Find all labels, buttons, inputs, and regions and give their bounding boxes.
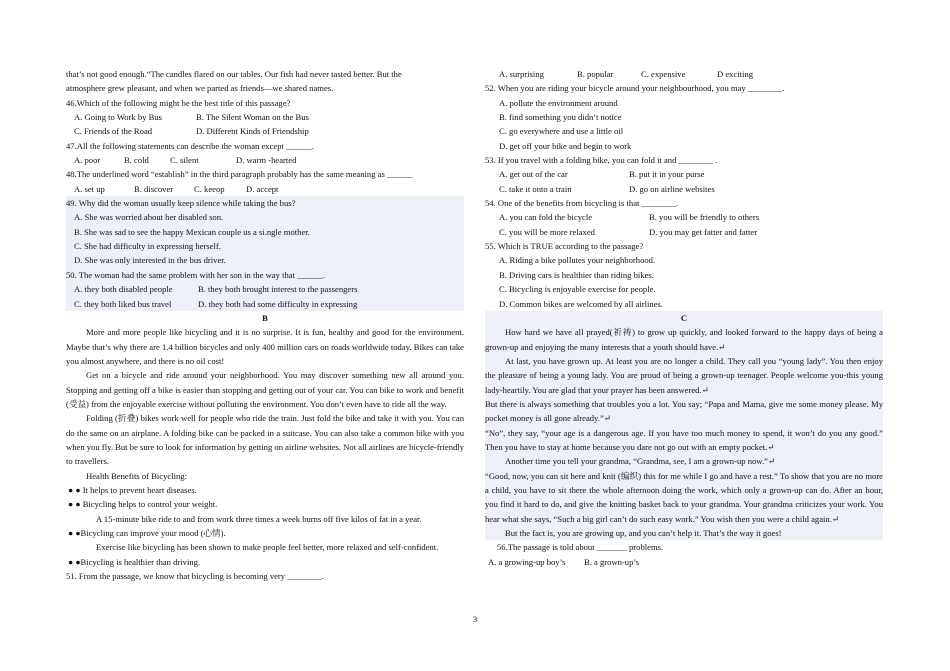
option-d: D. go on airline websites xyxy=(629,183,715,194)
passage-c-block xyxy=(485,311,883,541)
option-c: C. go everywhere and use a little oil xyxy=(499,126,624,137)
option-d: D. get off your bike and begin to work xyxy=(499,140,632,151)
option-a: A. get out of the car xyxy=(499,169,568,180)
option-b: B. find something you didn’t notice xyxy=(499,112,622,123)
options-row xyxy=(485,67,883,81)
option-b: B. Driving cars is healthier than riding bikes. xyxy=(499,269,654,280)
option-c: C. She had difficulty in expressing herself. xyxy=(74,241,221,252)
question-49-block xyxy=(66,196,464,268)
passage-c-paragraph: At last, you have grown up. At least you are no longer a child. They call you “young lady”. You then enjoy the pleasure of being a young lady. You are proud of being a grown-up teenager. People welcome you-this young lady-heartily. You are glad that your prayer has been answered.↵ xyxy=(485,355,883,395)
list-detail: Exercise like bicycling has been shown to make people feel better, more relaxed and self-confident. xyxy=(96,542,439,553)
options-row xyxy=(485,167,883,181)
option-a: A. Riding a bike pollutes your neighborhood. xyxy=(499,255,656,266)
passage-c-paragraph: “No”, they say, “your age is a dangerous age. If you have too much money to spend, it won’t do you any good.” Then you have to stay at home because you dare not go out with an empty pocket.↵ xyxy=(485,427,883,452)
option-c: C. Bicycling is enjoyable exercise for people. xyxy=(499,284,656,295)
question-52: 52. When you are riding your bicycle around your neighbourhood, you may ________. xyxy=(485,83,785,94)
option-b: B. they both brought interest to the passengers xyxy=(198,284,358,295)
list-item: ● ●Bicycling can improve your mood (心情). xyxy=(68,528,226,538)
passage-b-paragraph: More and more people like bicycling and it is no surprise. It is fun, healthy and good for the environment. Maybe that’s why there are 1.4 billion bicycles and only 400 million cars on roads worldwide today. Bikes can take you almost anywhere, and there is no oil cost! xyxy=(66,327,464,366)
option-c: C. silent xyxy=(170,155,199,166)
page-number: 3 xyxy=(472,614,478,624)
question-49: 49. Why did the woman usually keep silence while taking the bus? xyxy=(66,198,296,209)
passage-c-paragraph: Another time you tell your grandma, “Grandma, see, I am a grown-up now.”↵ xyxy=(505,456,776,467)
passage-c-paragraph: How hard we have all prayed(祈祷) to grow up quickly, and looked forward to the happy days of being a grown-up and enjoying the many interests that a youth should have.↵ xyxy=(485,327,883,352)
options-row xyxy=(66,110,464,124)
option-a: A. surprising xyxy=(499,69,544,79)
option-b: B. She was sad to see the happy Mexican couple us a si.ngle mother. xyxy=(74,226,310,237)
section-b-heading: B xyxy=(262,312,268,323)
question-51: 51. From the passage, we know that bicycling is becoming very ________. xyxy=(66,571,324,582)
option-b: B. discover xyxy=(134,183,174,194)
passage-line: that’s not good enough.“The candles flared on our tables. Our fish had never tasted better. But the xyxy=(66,69,402,79)
passage-line: atmosphere grew pleasant, and when we parted as friends—we shared names. xyxy=(66,83,334,94)
options-row xyxy=(66,282,464,296)
option-c: C. keeop xyxy=(194,183,225,194)
bullet-icon: ● ● xyxy=(68,499,81,510)
question-56: 56.The passage is told about _______ problems. xyxy=(497,542,664,553)
section-c-heading: C xyxy=(680,312,688,323)
list-item: ● ● It helps to prevent heart diseases. xyxy=(68,484,197,495)
options-row xyxy=(485,555,883,569)
question-46: 46.Which of the following might be the best title of this passage? xyxy=(66,97,291,108)
options-row xyxy=(66,153,464,167)
health-benefits-title: Health Benefits of Bicycling: xyxy=(86,470,187,481)
option-c: C. they both liked bus travel xyxy=(74,298,172,309)
bullet-icon: ● ● xyxy=(68,556,81,567)
options-row xyxy=(485,182,883,196)
question-50: 50. The woman had the same problem with her son in the way that ______. xyxy=(66,269,326,280)
options-row xyxy=(66,297,464,311)
options-row xyxy=(485,225,883,239)
list-item: ● ●Bicycling is healthier than driving. xyxy=(68,556,201,567)
question-50-block xyxy=(66,268,464,311)
option-c: C. expensive xyxy=(641,69,686,79)
option-a: A. poor xyxy=(74,155,101,166)
list-item: ● ● Bicycling helps to control your weight. xyxy=(68,499,218,510)
list-detail: A 15-minute bike ride to and from work three times a week burns off five kilos of fat in a year. xyxy=(96,513,422,524)
right-column xyxy=(485,67,883,569)
option-a: A. Going to Work by Bus xyxy=(74,112,162,123)
question-48: 48.The underlined word “establish” in the third paragraph probably has the same meaning as ______ xyxy=(66,169,413,180)
options-row xyxy=(66,124,464,138)
option-a: A. set up xyxy=(74,183,105,194)
option-a: A. pollute the environment around xyxy=(499,97,618,108)
option-b: B. cold xyxy=(124,155,149,166)
option-d: D. warm -hearted xyxy=(236,155,297,166)
passage-c-paragraph: “Good, now, you can sit here and knit (编织) this for me while I go and have a rest.” To show that you are no more a child, you have to sit there the whole afternoon doing the work, which only a grown-up can do. After an hour, you find it hard to do, and give the knitting basket back to your grandma. Your grandma criticizes your work. You hear what she says, “Such a big girl can’t do such easy work.” You wish then you were a child again.↵ xyxy=(485,470,883,524)
option-a: A. they both disabled people xyxy=(74,284,173,295)
option-b: B. The Silent Woman on the Bus xyxy=(196,112,309,123)
passage-c-paragraph: But the fact is, you are growing up, and you can’t help it. That’s the way it goes! xyxy=(505,528,782,538)
option-b: B. put it in your purse xyxy=(629,169,705,180)
option-a: A. you can fold the bicycle xyxy=(499,212,593,223)
option-a: A. a growing-up boy’s xyxy=(488,556,566,567)
bullet-icon: ● ● xyxy=(68,484,81,495)
question-54: 54. One of the benefits from bicycling is that ________. xyxy=(485,198,679,209)
option-a: A. She was worried about her disabled son. xyxy=(74,212,224,223)
option-c: C. take it onto a train xyxy=(499,183,572,194)
option-d: D. you may get fatter and fatter xyxy=(649,226,758,237)
option-d: D. Common bikes are welcomed by all airlines. xyxy=(499,298,663,309)
option-d: D exciting xyxy=(717,69,754,79)
option-d: D. accept xyxy=(246,183,279,194)
passage-c-paragraph: But there is always something that troubles you a lot. You say; “Papa and Mama, give me some money please. My pocket money is all gone already.”↵ xyxy=(485,398,883,424)
option-d: D. Different Kinds of Friendship xyxy=(196,126,309,137)
option-c: C. Friends of the Road xyxy=(74,126,153,137)
question-55: 55. Which is TRUE according to the passage? xyxy=(485,241,644,252)
question-47: 47.All the following statements can describe the woman except ______. xyxy=(66,140,314,151)
option-b: B. you will be friendly to others xyxy=(649,212,760,223)
left-column xyxy=(66,67,464,583)
option-d: D. She was only interested in the bus driver. xyxy=(74,255,226,266)
option-b: B. popular xyxy=(577,69,614,79)
option-c: C. you will be more relaxed xyxy=(499,226,595,237)
option-b: B. a grown-up’s xyxy=(584,556,640,567)
question-53: 53. If you travel with a folding bike, you can fold it and ________ . xyxy=(485,155,718,166)
options-row xyxy=(485,210,883,224)
passage-b-paragraph: Folding (折叠) bikes work well for people who ride the train. Just fold the bike and take it with you. You can do the same on an airplane. A folding bike can be packed in a suitcase. You can also take a common bike with you when you fly. But be sure to look for information by getting on airline websites. Not all airlines are bicycle-friendly to travellers. xyxy=(66,413,464,467)
options-row xyxy=(66,182,464,196)
passage-b-paragraph: Get on a bicycle and ride around your neighborhood. You may discover something new all around you. Stopping and getting off a bike is easier than stopping and getting out of your car. You can bike to work and benefit (受益) from the enjoyable exercise without polluting the environment. You don’t even have to ride all the way. xyxy=(66,370,464,409)
option-d: D. they both had some difficulty in expressing xyxy=(198,298,358,309)
bullet-icon: ● ● xyxy=(68,528,81,538)
